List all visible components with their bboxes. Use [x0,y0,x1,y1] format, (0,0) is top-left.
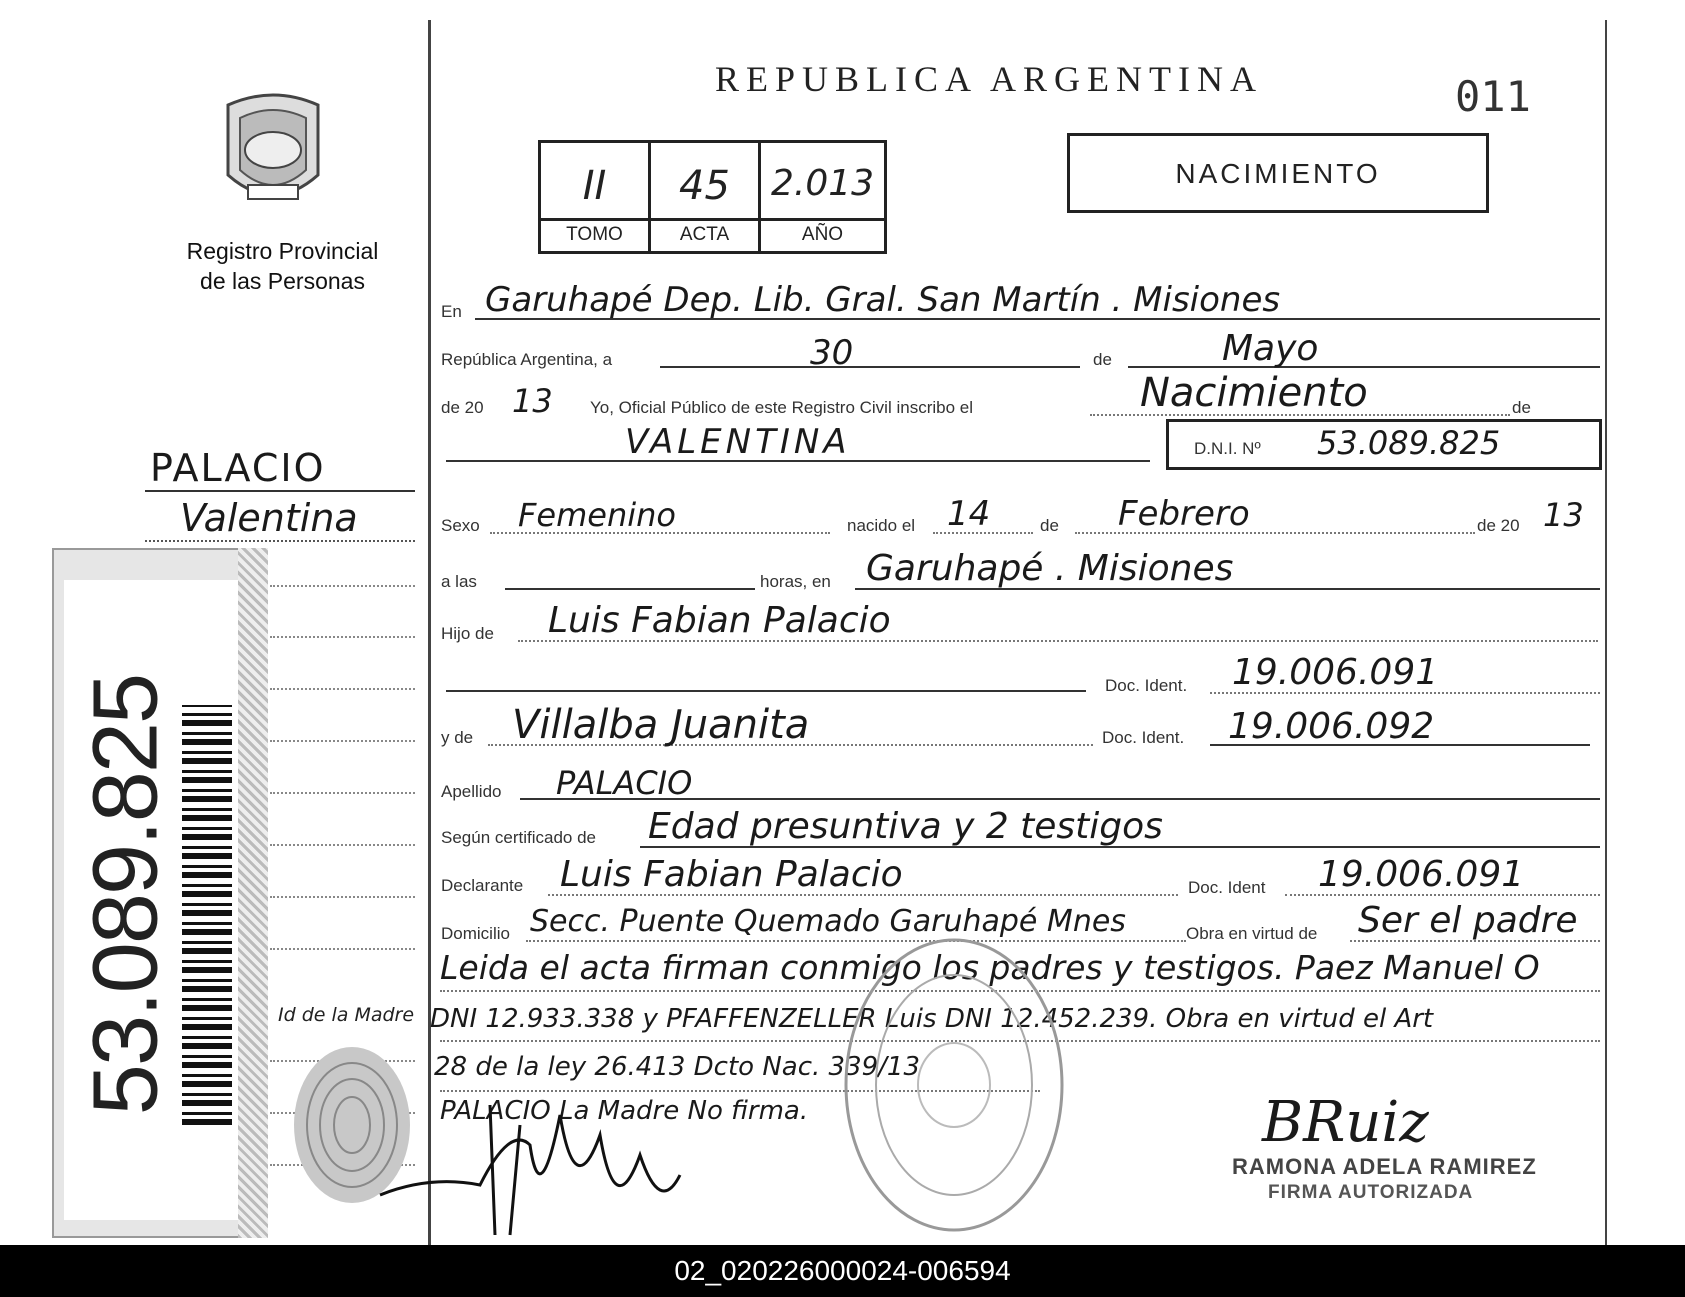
sexo-value: Femenino [518,496,676,534]
sidebar-rule [270,792,415,794]
country-title: REPUBLICA ARGENTINA [715,59,1264,99]
declarante-doc-label: Doc. Ident [1188,878,1266,897]
sidebar-rule [270,896,415,898]
notes-line-1: Leida el acta firman conmigo los padres y testigos. Paez Manuel O [440,948,1540,987]
sidebar-rule [270,688,415,690]
barcode-number: 53.089.825 [74,674,177,1116]
apellido-label: Apellido [441,782,502,801]
table-divider [538,218,887,221]
record-type-label: NACIMIENTO [1175,158,1381,189]
year-short-value: 13 [512,382,553,420]
horas-label: horas, en [760,572,831,591]
father-extra-line [446,690,1086,692]
birth-month-value: Febrero [1118,494,1250,534]
sidebar-rule [270,948,415,950]
birth-place-value: Garuhapé . Misiones [866,548,1234,589]
place-value: Garuhapé Dep. Lib. Gral. San Martín . Misiones [485,280,1281,320]
inscribed-value: Nacimiento [1140,370,1368,416]
dni-value: 53.089.825 [1317,424,1501,462]
tomo-label: TOMO [566,224,623,245]
mother-print-label: Id de la Madre [278,1004,415,1026]
sidebar-rule [270,844,415,846]
notes-line-4: PALACIO La Madre No firma. [440,1096,809,1126]
sidebar-rule [270,636,415,638]
mother-doc-value: 19.006.092 [1228,706,1435,747]
barcode-number-wrap [76,635,176,1155]
de20-label: de 20 [441,398,484,417]
de-label-2: de [1512,398,1531,417]
segun-value: Edad presuntiva y 2 testigos [648,806,1163,847]
nacido-label: nacido el [847,516,916,535]
de-label: de [1093,350,1112,369]
republica-label: República Argentina, a [441,350,613,369]
page-number: 011 [1455,72,1531,121]
mother-value: Villalba Juanita [512,702,810,748]
barcode-bars-icon [182,705,232,1125]
declarante-doc-value: 19.006.091 [1318,854,1525,895]
alas-label: a las [441,572,477,591]
fingerprint-icon [285,1040,420,1210]
left-margin-line [428,20,431,1245]
domicilio-label: Domicilio [441,924,510,943]
dni-box [1166,419,1602,470]
document-id-footer: 02_020226000024-006594 [0,1245,1685,1297]
month-line [1128,366,1600,368]
registry-name-line2: de las Personas [200,268,365,294]
anio-label: AÑO [801,224,844,245]
tomo-value: II [582,163,607,209]
day-value: 30 [810,333,854,373]
yo-label: Yo, Oficial Público de este Registro Civil inscribo el [590,398,973,417]
acta-value: 45 [679,163,730,209]
official-signature: BRuiz [1262,1090,1429,1155]
right-margin-line [1605,20,1607,1245]
notes-line-3: 28 de la ley 26.413 Dcto Nac. 339/13 [434,1052,921,1082]
declarante-value: Luis Fabian Palacio [560,854,903,895]
obra-label: Obra en virtud de [1186,924,1318,943]
anio-value: 2.013 [770,163,875,204]
acta-label: ACTA [679,224,730,245]
father-value: Luis Fabian Palacio [548,600,891,641]
father-doc-label: Doc. Ident. [1105,676,1188,695]
yde-label: y de [441,728,474,747]
sidebar-given-rule [145,540,415,542]
province-seal-icon [218,90,328,215]
registry-name-line1: Registro Provincial [186,238,379,264]
birth-year-value: 13 [1543,496,1584,534]
sexo-label: Sexo [441,516,480,535]
sidebar-rule [270,585,415,587]
birth-day-value: 14 [947,494,991,534]
hijo-label: Hijo de [441,624,494,643]
barcode-texture [238,548,268,1238]
obra-value: Ser el padre [1358,900,1578,941]
apellido-value: PALACIO [556,764,693,802]
father-doc-value: 19.006.091 [1232,652,1439,693]
record-type-box [1067,133,1489,213]
notes-line-2: DNI 12.933.338 y PFAFFENZELLER Luis DNI 12.452.239. Obra en virtud el Art [430,1004,1434,1034]
birth-de-label: de [1040,516,1059,535]
hour-line [505,588,755,590]
official-name: RAMONA ADELA RAMIREZ [1232,1154,1537,1179]
sidebar-given-name: Valentina [180,496,358,540]
mother-doc-label: Doc. Ident. [1102,728,1185,747]
official-title: FIRMA AUTORIZADA [1268,1182,1474,1203]
dni-label: D.N.I. Nº [1194,439,1261,458]
child-name-value: VALENTINA [625,422,851,462]
birth-de20-label: de 20 [1477,516,1520,535]
segun-label: Según certificado de [441,828,596,847]
sidebar-rule [270,740,415,742]
en-label: En [441,302,462,321]
declarante-label: Declarante [441,876,524,895]
domicilio-value: Secc. Puente Quemado Garuhapé Mnes [530,904,1126,939]
sidebar-surname-rule [145,490,415,492]
barcode-label [52,548,267,1238]
sidebar-surname: PALACIO [150,446,326,490]
day-line [660,366,1080,368]
official-stamp-icon [842,935,1067,1235]
month-value: Mayo [1222,328,1319,369]
